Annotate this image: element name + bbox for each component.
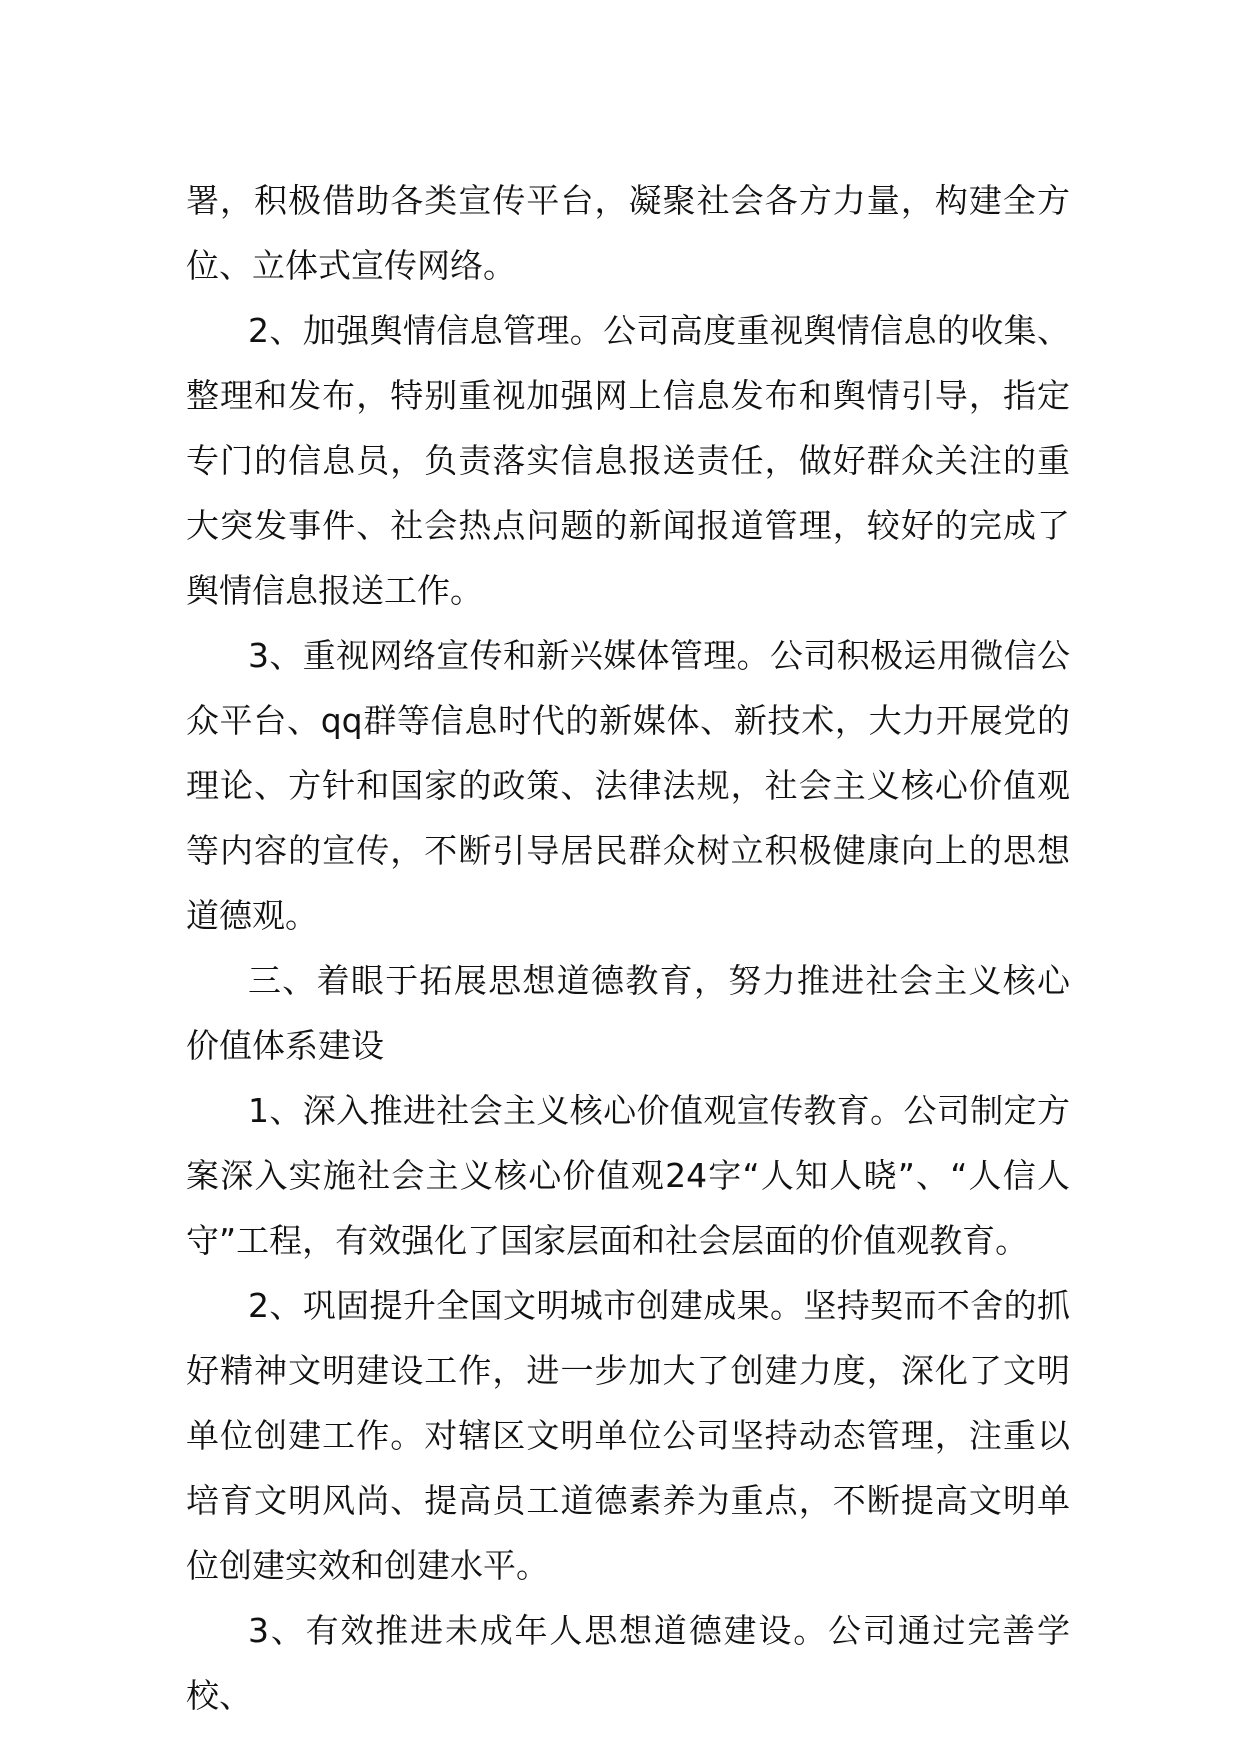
- section-heading: 三、着眼于拓展思想道德教育，努力推进社会主义核心价值体系建设: [186, 961, 1070, 1065]
- paragraph-1: 署，积极借助各类宣传平台，凝聚社会各方力量，构建全方位、立体式宣传网络。: [186, 181, 1070, 285]
- document-body: [186, 168, 1070, 1728]
- paragraph-3: 3、重视网络宣传和新兴媒体管理。公司积极运用微信公众平台、qq群等信息时代的新媒体、新技术，大力开展党的理论、方针和国家的政策、法律法规，社会主义核心价值观等内容的宣传，不断引导居民群众树立积极健康向上的思想道德观。: [186, 636, 1070, 935]
- paragraph-7: 3、有效推进未成年人思想道德建设。公司通过完善学校、: [186, 1611, 1070, 1715]
- paragraph-5: 1、深入推进社会主义核心价值观宣传教育。公司制定方案深入实施社会主义核心价值观24字“人知人晓”、“人信人守”工程，有效强化了国家层面和社会层面的价值观教育。: [186, 1091, 1070, 1260]
- paragraph-6: 2、巩固提升全国文明城市创建成果。坚持契而不舍的抓好精神文明建设工作，进一步加大了创建力度，深化了文明单位创建工作。对辖区文明单位公司坚持动态管理，注重以培育文明风尚、提高员工道德素养为重点，不断提高文明单位创建实效和创建水平。: [186, 1286, 1070, 1585]
- paragraph-2: 2、加强舆情信息管理。公司高度重视舆情信息的收集、整理和发布，特别重视加强网上信息发布和舆情引导，指定专门的信息员，负责落实信息报送责任，做好群众关注的重大突发事件、社会热点问题的新闻报道管理，较好的完成了舆情信息报送工作。: [186, 311, 1070, 610]
